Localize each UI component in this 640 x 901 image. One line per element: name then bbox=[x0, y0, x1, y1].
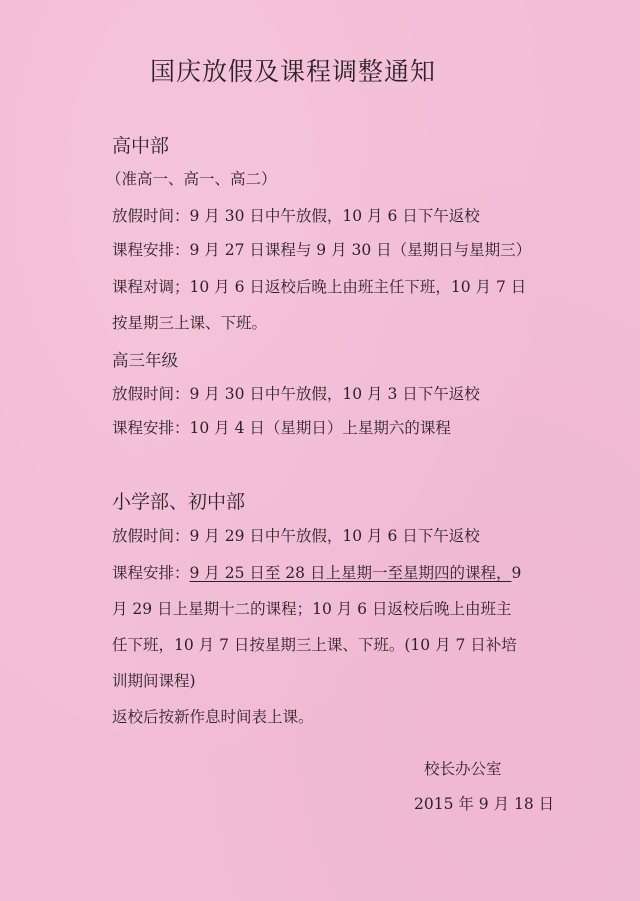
senior-grades: （准高一、高一、高二） bbox=[106, 170, 277, 188]
grade3-heading: 高三年级 bbox=[112, 351, 178, 370]
junior-schedule-prefix: 课程安排： bbox=[112, 564, 190, 582]
signature-office: 校长办公室 bbox=[424, 760, 502, 778]
senior-holiday: 放假时间：9 月 30 日中午放假，10 月 6 日下午返校 bbox=[112, 207, 480, 225]
junior-schedule-line3: 任下班，10 月 7 日按星期三上课、下班。(10 月 7 日补培 bbox=[112, 636, 517, 654]
junior-holiday: 放假时间：9 月 29 日中午放假，10 月 6 日下午返校 bbox=[112, 527, 480, 545]
junior-heading: 小学部、初中部 bbox=[112, 491, 246, 513]
senior-schedule-line1: 课程安排：9 月 27 日课程与 9 月 30 日（星期日与星期三） bbox=[112, 241, 532, 259]
junior-schedule-suffix: 9 bbox=[511, 564, 522, 582]
junior-schedule-underlined: 9 月 25 日至 28 日上星期一至星期四的课程， bbox=[189, 564, 512, 582]
senior-schedule-line2: 课程对调；10 月 6 日返校后晚上由班主任下班，10 月 7 日 bbox=[112, 278, 527, 296]
grade3-holiday: 放假时间：9 月 30 日中午放假，10 月 3 日下午返校 bbox=[112, 385, 480, 403]
junior-schedule-line2: 月 29 日上星期十二的课程；10 月 6 日返校后晚上由班主 bbox=[112, 600, 512, 618]
grade3-schedule: 课程安排：10 月 4 日（星期日）上星期六的课程 bbox=[112, 419, 451, 437]
senior-heading: 高中部 bbox=[112, 135, 170, 157]
junior-schedule-line4: 训期间课程) bbox=[112, 672, 196, 690]
junior-schedule-line1 bbox=[112, 561, 521, 583]
notice-title: 国庆放假及课程调整通知 bbox=[150, 57, 437, 86]
return-note: 返校后按新作息时间表上课。 bbox=[112, 708, 314, 726]
signature-date: 2015 年 9 月 18 日 bbox=[414, 795, 555, 813]
senior-schedule-line3: 按星期三上课、下班。 bbox=[112, 314, 268, 332]
